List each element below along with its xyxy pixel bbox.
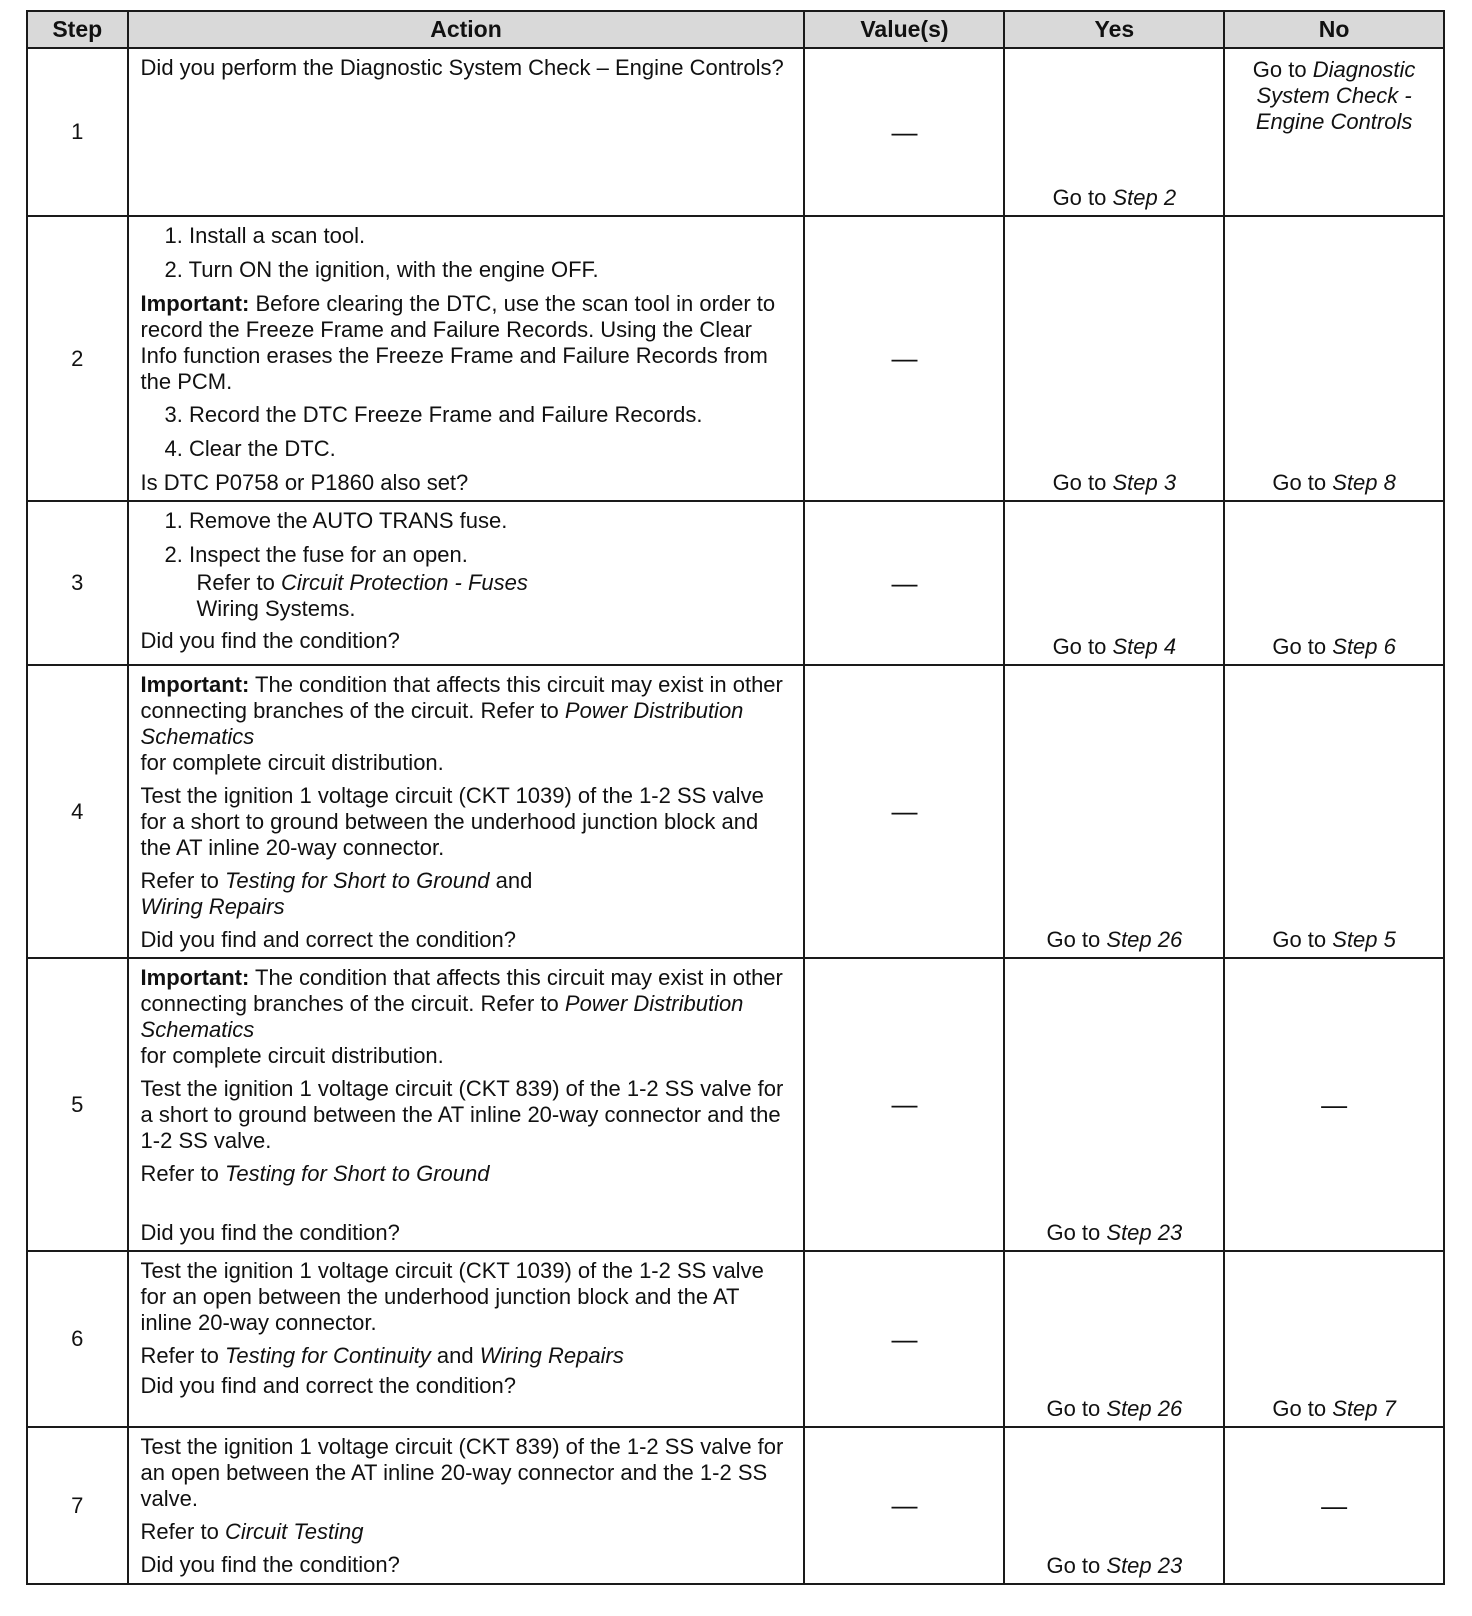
table-row bbox=[27, 665, 1444, 958]
reference: Refer to Testing for Short to Ground and Wiring Repairs bbox=[140, 868, 533, 919]
yes-cell bbox=[1004, 501, 1224, 665]
yes-cell bbox=[1004, 1427, 1224, 1584]
test-instruction: Test the ignition 1 voltage circuit (CKT 1039) of the 1-2 SS valve for an open between the underhood junction block and the AT inline 20-way connector. bbox=[140, 1258, 764, 1335]
action-substep: 3. Record the DTC Freeze Frame and Failure Records. bbox=[164, 402, 703, 427]
table-row bbox=[27, 958, 1444, 1251]
header-no: No bbox=[1224, 11, 1444, 48]
step-number: 4 bbox=[27, 665, 128, 958]
step-number: 3 bbox=[27, 501, 128, 665]
yes-result: Go to Step 23 bbox=[1046, 1220, 1183, 1245]
step-number: 2 bbox=[27, 216, 128, 501]
test-instruction: Test the ignition 1 voltage circuit (CKT 1039) of the 1-2 SS valve for a short to ground between the underhood junction block and the AT inline 20-way connector. bbox=[140, 783, 764, 860]
action-question: Did you find the condition? bbox=[140, 628, 400, 653]
important-note: Important: Before clearing the DTC, use the scan tool in order to record the Freeze Frame and Failure Records. Using the Clear Info function erases the Freeze Frame and Failure Records from the PCM. bbox=[140, 291, 776, 394]
header-step: Step bbox=[27, 11, 128, 48]
header-yes: Yes bbox=[1004, 11, 1224, 48]
reference: Refer to Testing for Continuity and Wiring Repairs bbox=[140, 1343, 624, 1368]
no-result: Go to Diagnostic System Check - Engine Controls bbox=[1252, 57, 1416, 134]
action-substep: 1. Remove the AUTO TRANS fuse. bbox=[164, 508, 508, 533]
important-note: Important: The condition that affects this circuit may exist in other connecting branches of the circuit. Refer to Power Distribution Schematics for complete circuit distribution. bbox=[140, 672, 783, 775]
reference: Refer to Circuit Testing bbox=[140, 1519, 364, 1544]
table-row bbox=[27, 1427, 1444, 1584]
value-cell: — bbox=[804, 1251, 1004, 1427]
diagnostic-table bbox=[26, 10, 1445, 1585]
table-row bbox=[27, 1251, 1444, 1427]
yes-cell bbox=[1004, 665, 1224, 958]
yes-result: Go to Step 26 bbox=[1046, 1396, 1183, 1421]
yes-result: Go to Step 26 bbox=[1046, 927, 1183, 952]
value-cell: — bbox=[804, 501, 1004, 665]
yes-cell bbox=[1004, 1251, 1224, 1427]
no-cell bbox=[1224, 1427, 1444, 1584]
table-row bbox=[27, 501, 1444, 665]
action-substep: 1. Install a scan tool. bbox=[164, 223, 366, 248]
yes-result: Go to Step 3 bbox=[1052, 470, 1177, 495]
test-instruction: Test the ignition 1 voltage circuit (CKT 839) of the 1-2 SS valve for a short to ground between the AT inline 20-way connector and the 1-2 SS valve. bbox=[140, 1076, 784, 1153]
value-cell: — bbox=[804, 665, 1004, 958]
no-result: Go to Step 5 bbox=[1272, 927, 1396, 952]
no-result: Go to Step 7 bbox=[1272, 1396, 1396, 1421]
reference-tail: Wiring Systems. bbox=[196, 596, 356, 621]
action-cell bbox=[128, 501, 805, 665]
yes-cell bbox=[1004, 216, 1224, 501]
step-number: 5 bbox=[27, 958, 128, 1251]
step-number: 7 bbox=[27, 1427, 128, 1584]
yes-cell bbox=[1004, 958, 1224, 1251]
no-cell bbox=[1224, 665, 1444, 958]
action-question: Did you find the condition? bbox=[140, 1220, 400, 1245]
value-cell: — bbox=[804, 48, 1004, 216]
no-cell bbox=[1224, 48, 1444, 216]
action-question: Did you find and correct the condition? bbox=[140, 927, 516, 952]
action-question: Did you find and correct the condition? bbox=[140, 1373, 516, 1398]
value-cell: — bbox=[804, 216, 1004, 501]
no-result-dash: — bbox=[1321, 1089, 1348, 1119]
action-question: Is DTC P0758 or P1860 also set? bbox=[140, 470, 469, 495]
yes-result: Go to Step 23 bbox=[1046, 1553, 1183, 1578]
no-cell bbox=[1224, 958, 1444, 1251]
step-number: 6 bbox=[27, 1251, 128, 1427]
value-cell: — bbox=[804, 958, 1004, 1251]
reference: Refer to Circuit Protection - Fuses bbox=[196, 570, 528, 595]
important-note: Important: The condition that affects this circuit may exist in other connecting branches of the circuit. Refer to Power Distribution Schematics for complete circuit distribution. bbox=[140, 965, 783, 1068]
header-row bbox=[27, 11, 1444, 48]
table-row bbox=[27, 216, 1444, 501]
no-cell bbox=[1224, 1251, 1444, 1427]
action-cell bbox=[128, 958, 805, 1251]
yes-cell bbox=[1004, 48, 1224, 216]
action-substep: 4. Clear the DTC. bbox=[164, 436, 336, 461]
yes-result: Go to Step 4 bbox=[1052, 634, 1177, 659]
header-action: Action bbox=[128, 11, 805, 48]
no-result: Go to Step 6 bbox=[1272, 634, 1396, 659]
action-question: Did you find the condition? bbox=[140, 1552, 400, 1577]
action-text: Did you perform the Diagnostic System Check – Engine Controls? bbox=[140, 55, 784, 80]
step-number: 1 bbox=[27, 48, 128, 216]
action-cell bbox=[128, 48, 805, 216]
no-cell bbox=[1224, 501, 1444, 665]
no-cell bbox=[1224, 216, 1444, 501]
yes-result: Go to Step 2 bbox=[1052, 185, 1177, 210]
no-result: Go to Step 8 bbox=[1272, 470, 1396, 495]
reference: Refer to Testing for Short to Ground bbox=[140, 1161, 490, 1186]
no-result-dash: — bbox=[1321, 1490, 1348, 1520]
value-cell: — bbox=[804, 1427, 1004, 1584]
action-cell bbox=[128, 216, 805, 501]
action-cell bbox=[128, 1251, 805, 1427]
table-row bbox=[27, 48, 1444, 216]
action-cell bbox=[128, 1427, 805, 1584]
action-substep: 2. Inspect the fuse for an open. bbox=[164, 542, 468, 567]
action-cell bbox=[128, 665, 805, 958]
test-instruction: Test the ignition 1 voltage circuit (CKT 839) of the 1-2 SS valve for an open between the AT inline 20-way connector and the 1-2 SS valve. bbox=[140, 1434, 784, 1511]
header-values: Value(s) bbox=[804, 11, 1004, 48]
action-substep: 2. Turn ON the ignition, with the engine OFF. bbox=[164, 257, 599, 282]
